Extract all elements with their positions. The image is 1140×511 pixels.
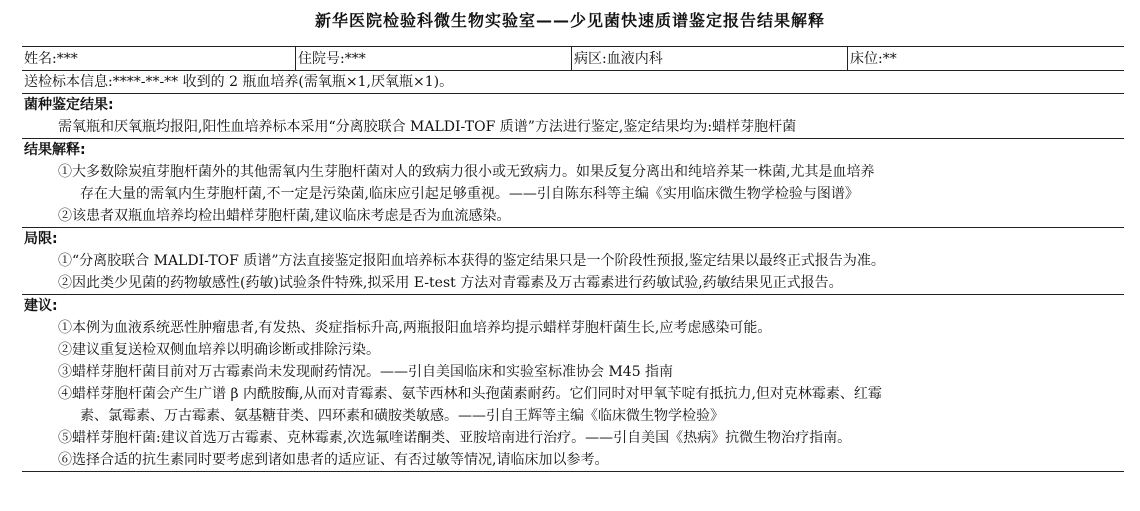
limitations-heading: 局限: xyxy=(24,231,58,247)
interpretation-item-2: ②该患者双瓶血培养均检出蜡样芽胞杆菌,建议临床考虑是否为血流感染。 xyxy=(58,208,511,224)
specimen-row xyxy=(22,70,1124,93)
identification-text: 需氧瓶和厌氧瓶均报阳,阳性血培养标本采用“分离胶联合 MALDI-TOF 质谱”方法进行鉴定,鉴定结果均为:蜡样芽胞杆菌 xyxy=(58,119,797,135)
suggestions-item-3: ③蜡样芽胞杆菌目前对万古霉素尚未发现耐药情况。——引自美国临床和实验室标准协会 M45 指南 xyxy=(58,364,674,380)
interpretation-item-1: ①大多数除炭疽芽胞杆菌外的其他需氧内生芽胞杆菌对人的致病力很小或无致病力。如果反复分离出和纯培养某一株菌,尤其是血培养 xyxy=(58,164,875,180)
bed-cell xyxy=(848,47,1124,70)
specimen-info: 送检标本信息:****-**-** 收到的 2 瓶血培养(需氧瓶×1,厌氧瓶×1)。 xyxy=(24,74,454,90)
patient-id-cell xyxy=(296,47,572,70)
table-bottom-rule xyxy=(22,471,1124,472)
name-label: 姓名: xyxy=(24,51,57,67)
suggestions-item-4-cont: 素、氯霉素、万古霉素、氨基糖苷类、四环素和磺胺类敏感。——引自王辉等主编《临床微生物学检验》 xyxy=(80,408,724,424)
id-label: 住院号: xyxy=(298,51,345,67)
suggestions-item-4: ④蜡样芽胞杆菌会产生广谱 β 内酰胺酶,从而对青霉素、氨苄西林和头孢菌素耐药。它们同时对甲氧苄啶有抵抗力,但对克林霉素、红霉 xyxy=(58,386,882,402)
patient-name-cell xyxy=(22,47,296,70)
report-table xyxy=(22,46,1124,472)
suggestions-section xyxy=(22,294,1124,471)
report-title: 新华医院检验科微生物实验室——少见菌快速质谱鉴定报告结果解释 xyxy=(314,11,825,30)
bed-label: 床位: xyxy=(850,51,883,67)
ward-label: 病区: xyxy=(574,51,607,67)
suggestions-item-1: ①本例为血液系统恶性肿瘤患者,有发热、炎症指标升高,两瓶报阳血培养均提示蜡样芽胞杆菌生长,应考虑感染可能。 xyxy=(58,320,772,336)
patient-info-row xyxy=(22,46,1124,70)
limitations-item-2: ②因此类少见菌的药物敏感性(药敏)试验条件特殊,拟采用 E-test 方法对青霉素及万古霉素进行药敏试验,药敏结果见正式报告。 xyxy=(58,275,843,291)
suggestions-item-2: ②建议重复送检双侧血培养以明确诊断或排除污染。 xyxy=(58,342,380,358)
identification-section xyxy=(22,93,1124,138)
id-value: *** xyxy=(344,51,366,67)
limitations-section xyxy=(22,227,1124,294)
ward-value: 血液内科 xyxy=(606,51,663,67)
identification-heading: 菌种鉴定结果: xyxy=(24,97,114,113)
suggestions-item-6: ⑥选择合适的抗生素同时要考虑到诸如患者的适应证、有否过敏等情况,请临床加以参考。 xyxy=(58,452,609,468)
suggestions-heading: 建议: xyxy=(24,298,58,314)
name-value: *** xyxy=(56,51,78,67)
interpretation-heading: 结果解释: xyxy=(24,142,86,158)
ward-cell xyxy=(572,47,848,70)
interpretation-section xyxy=(22,138,1124,227)
bed-value: ** xyxy=(882,51,897,67)
limitations-item-1: ①“分离胶联合 MALDI-TOF 质谱”方法直接鉴定报阳血培养标本获得的鉴定结果只是一个阶段性预报,鉴定结果以最终正式报告为准。 xyxy=(58,253,885,269)
suggestions-item-5: ⑤蜡样芽胞杆菌:建议首选万古霉素、克林霉素,次选氟喹诺酮类、亚胺培南进行治疗。——引自美国《热病》抗微生物治疗指南。 xyxy=(58,430,852,446)
interpretation-item-1-cont: 存在大量的需氧内生芽胞杆菌,不一定是污染菌,临床应引起足够重视。——引自陈东科等主编《实用临床微生物学检验与图谱》 xyxy=(80,186,859,202)
